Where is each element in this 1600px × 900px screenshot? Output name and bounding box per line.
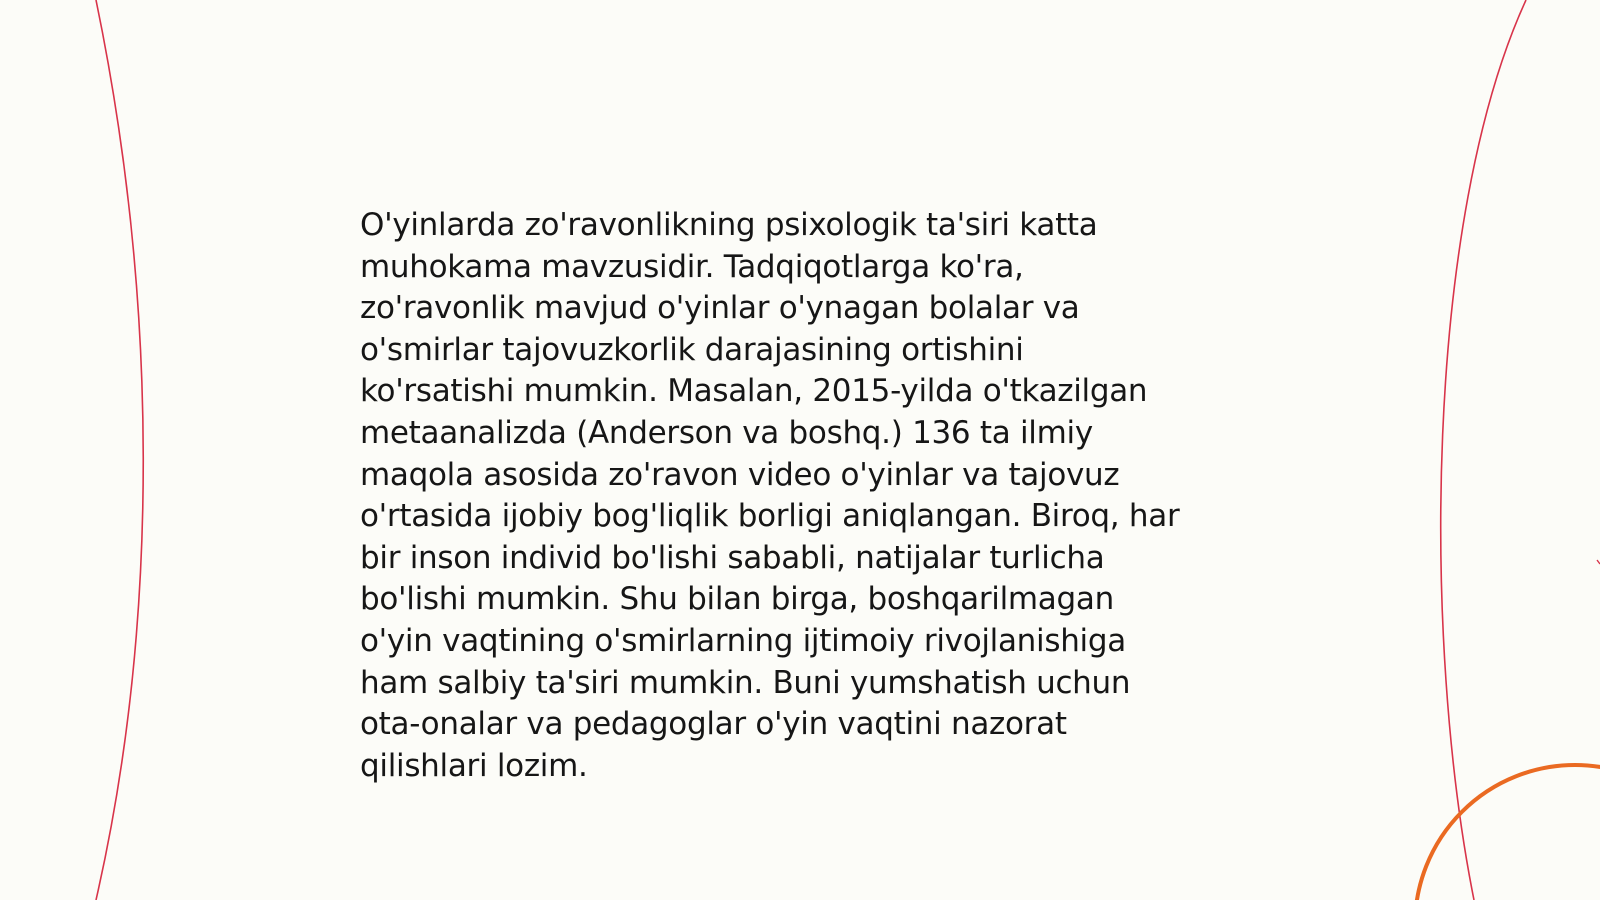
paragraph-line: ota-onalar va pedagoglar o'yin vaqtini nazorat [360,706,1067,743]
paragraph-line: o'smirlar tajovuzkorlik darajasining ortishini [360,331,1024,368]
orange-arc [1415,765,1600,900]
paragraph-line: bo'lishi mumkin. Shu bilan birga, boshqarilmagan [360,581,1114,618]
paragraph-line: muhokama mavzusidir. Tadqiqotlarga ko'ra, [360,248,1024,285]
paragraph-line: metaanalizda (Anderson va boshq.) 136 ta ilmiy [360,414,1093,451]
paragraph-line: o'rtasida ijobiy bog'liqlik borligi aniqlangan. Biroq, har [360,498,1180,535]
paragraph-line: o'yin vaqtining o'smirlarning ijtimoiy rivojlanishiga [360,622,1126,659]
paragraph-line: zo'ravonlik mavjud o'yinlar o'ynagan bolalar va [360,290,1080,327]
paragraph-line: ko'rsatishi mumkin. Masalan, 2015-yilda o'tkazilgan [360,373,1148,410]
body-paragraph [360,205,1260,787]
paragraph-line: ham salbiy ta'siri mumkin. Buni yumshatish uchun [360,664,1131,701]
paragraph-line: bir inson individ bo'lishi sababli, natijalar turlicha [360,539,1105,576]
paragraph-line: O'yinlarda zo'ravonlikning psixologik ta'siri katta [360,207,1098,243]
paragraph-line: maqola asosida zo'ravon video o'yinlar va tajovuz [360,456,1120,493]
left-curved-line [96,0,143,900]
paragraph-line: qilishlari lozim. [360,747,588,784]
right-curved-line [1441,0,1526,900]
